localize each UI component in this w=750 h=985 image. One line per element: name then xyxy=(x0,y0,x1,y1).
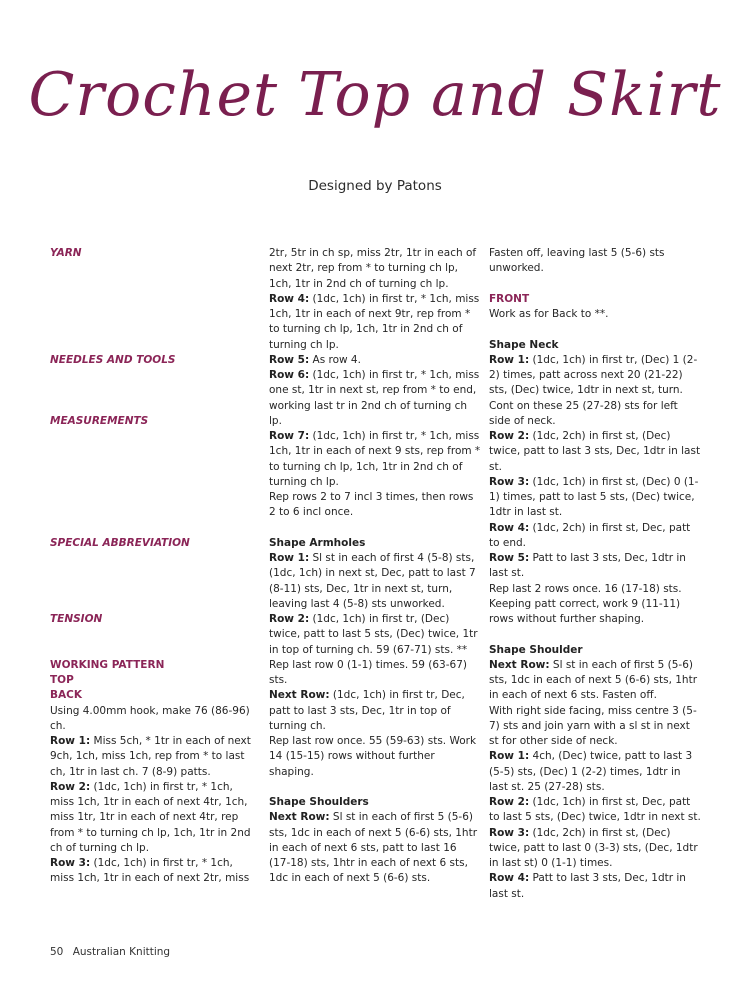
instruction-paragraph: Cont on these 25 (27-28) sts for left side of neck. xyxy=(489,399,678,427)
instruction-paragraph: Fasten off, leaving last 5 (5-6) sts unworked. xyxy=(489,247,665,275)
row-label: Next Row: xyxy=(269,689,330,702)
row-instruction xyxy=(489,551,701,582)
row-label: Row 3: xyxy=(50,857,91,869)
row-label: Row 2: xyxy=(50,780,91,793)
instruction-paragraph: 2tr, 5tr in ch sp, miss 2tr, 1tr in each of next 2tr, rep from * to turning ch lp, 1ch, 1tr in 2nd ch of turning ch lp. xyxy=(269,247,477,290)
page-title: Crochet Top and Skirt xyxy=(28,60,722,130)
row-instruction xyxy=(50,856,255,887)
row-label: Row 1: xyxy=(489,353,530,366)
row-label: Next Row: xyxy=(489,658,550,671)
row-label: Row 3: xyxy=(489,826,530,839)
row-instruction xyxy=(489,795,701,826)
column-right xyxy=(489,246,701,902)
row-label: Row 3: xyxy=(489,475,530,488)
heading-tension: TENSION xyxy=(50,613,103,625)
row-label: Row 5: xyxy=(269,353,310,366)
row-instruction xyxy=(50,734,255,780)
row-instruction xyxy=(269,551,481,612)
row-text: (1dc, 2ch) in first st, (Dec) twice, patt to last 3 sts, Dec, 1dtr in last st. xyxy=(489,430,701,473)
row-text: (1dc, 1ch) in first tr, Dec, patt to last 3 sts, Dec, 1tr in top of turning ch. xyxy=(269,689,465,732)
row-label: Row 1: xyxy=(269,552,310,564)
heading-needles-and-tools: NEEDLES AND TOOLS xyxy=(50,353,176,366)
heading-top: TOP xyxy=(50,674,74,686)
row-instruction xyxy=(269,612,481,658)
heading-front: FRONT xyxy=(489,292,530,305)
heading-yarn: YARN xyxy=(50,247,82,259)
instruction-paragraph: Rep last row once. 55 (59-63) sts. Work 14 (15-15) rows without further shaping. xyxy=(269,735,477,778)
instruction-paragraph: Rep last row 0 (1-1) times. 59 (63-67) sts. xyxy=(269,658,467,686)
instruction-paragraph: Rep rows 2 to 7 incl 3 times, then rows 2 to 6 incl once. xyxy=(269,491,474,519)
row-text: Sl st in each of first 5 (5-6) sts, 1dc in each of next 5 (6-6) sts, 1htr in each of next 6 sts, patt to last 16 (17-18) sts, 1htr in each of next 6 sts, 1dc in each of next 5 (6-6) sts. xyxy=(269,811,478,885)
heading-measurements: MEASUREMENTS xyxy=(50,414,149,427)
heading-shape-shoulders: Shape Shoulders xyxy=(269,796,369,808)
row-text: (1dc, 1ch) in first tr, * 1ch, miss 1ch, 1tr in each of next 9 sts, rep from * to turning ch lp, 1ch, 1tr in 2nd ch of turning ch lp. xyxy=(269,430,481,488)
designer-credit: Designed by Patons xyxy=(308,178,442,194)
row-instruction xyxy=(489,749,701,795)
row-text: Sl st in each of first 5 (5-6) sts, 1dc in each of next 5 (6-6) sts, 1htr in each of next 6 sts. Fasten off. xyxy=(489,658,698,702)
row-text: 4ch, (Dec) twice, patt to last 3 (5-5) sts, (Dec) 1 (2-2) times, 1dtr in last st. 25 (27-28) sts. xyxy=(489,750,693,793)
row-instruction xyxy=(269,810,481,886)
row-text: Sl st in each of first 4 (5-8) sts, (1dc, 1ch) in next st, Dec, patt to last 7 (8-11) sts, Dec, 1tr in next st, turn, leaving last 4 (5-8) sts unworked. xyxy=(269,552,476,610)
page-footer xyxy=(50,946,170,958)
row-text: (1dc, 1ch) in first st, (Dec) 0 (1-1) times, patt to last 5 sts, (Dec) twice, 1dtr in last st. xyxy=(489,475,699,519)
instruction-paragraph: With right side facing, miss centre 3 (5-7) sts and join yarn with a sl st in next st for other side of neck. xyxy=(489,704,697,747)
row-instruction xyxy=(269,353,481,368)
row-label: Row 2: xyxy=(489,430,530,442)
instruction-paragraph: Rep last 2 rows once. 16 (17-18) sts. Keeping patt correct, work 9 (11-11) rows without further shaping. xyxy=(489,582,682,625)
row-text: (1dc, 1ch) in first tr, * 1ch, miss 1ch, 1tr in each of next 2tr, miss xyxy=(50,857,250,885)
row-label: Next Row: xyxy=(269,811,330,824)
row-label: Row 4: xyxy=(269,292,310,305)
row-label: Row 1: xyxy=(489,750,530,763)
row-text: (1dc, 2ch) in first st, Dec, patt to end. xyxy=(489,521,691,549)
row-instruction xyxy=(489,826,701,872)
row-label: Row 2: xyxy=(489,796,530,808)
instruction-paragraph: Using 4.00mm hook, make 76 (86-96) ch. xyxy=(50,704,250,732)
heading-back: BACK xyxy=(50,689,82,702)
row-label: Row 5: xyxy=(489,552,530,564)
row-instruction xyxy=(269,292,481,353)
row-text: (1dc, 1ch) in first tr, * 1ch, miss one st, 1tr in next st, rep from * to end, working last tr in 2nd ch of turning ch lp. xyxy=(269,369,480,427)
heading-special-abbreviation: SPECIAL ABBREVIATION xyxy=(50,536,190,549)
row-instruction xyxy=(489,475,701,521)
row-instruction xyxy=(489,429,701,475)
heading-working-pattern: WORKING PATTERN xyxy=(50,658,165,671)
row-text: (1dc, 1ch) in first st, Dec, patt to last 5 sts, (Dec) twice, 1dtr in next st. xyxy=(489,796,701,824)
heading-shape-armholes: Shape Armholes xyxy=(269,536,366,549)
row-text: (1dc, 1ch) in first tr, (Dec) 1 (2-2) times, patt across next 20 (21-22) sts, (Dec) twice, 1dtr in next st, turn. xyxy=(489,353,698,397)
row-instruction xyxy=(489,658,701,704)
row-text: (1dc, 1ch) in first tr, (Dec) twice, patt to last 5 sts, (Dec) twice, 1tr in top of turning ch. 59 (67-71) sts. ** xyxy=(269,613,478,656)
row-instruction xyxy=(269,688,481,734)
row-instruction xyxy=(489,871,701,902)
row-text: (1dc, 1ch) in first tr, * 1ch, miss 1ch, 1tr in each of next 9tr, rep from * to turning ch lp, 1ch, 1tr in 2nd ch of turning ch lp. xyxy=(269,292,480,351)
row-instruction xyxy=(269,368,481,429)
row-label: Row 7: xyxy=(269,430,310,442)
row-instruction xyxy=(489,353,701,399)
row-label: Row 1: xyxy=(50,735,91,747)
instruction-paragraph: Work as for Back to **. xyxy=(489,308,609,320)
row-label: Row 4: xyxy=(489,521,530,534)
column-middle xyxy=(269,246,481,887)
row-label: Row 2: xyxy=(269,613,310,625)
magazine-name: Australian Knitting xyxy=(72,946,171,958)
row-instruction xyxy=(489,521,701,552)
row-instruction xyxy=(50,780,255,856)
row-label: Row 4: xyxy=(489,872,530,885)
heading-shape-neck: Shape Neck xyxy=(489,338,559,351)
row-text: Patt to last 3 sts, Dec, 1dtr in last st. xyxy=(489,872,686,900)
row-text: (1dc, 2ch) in first st, (Dec) twice, patt to last 0 (3-3) sts, (Dec, 1dtr in last st) 0 (1-1) times. xyxy=(489,826,698,869)
row-instruction xyxy=(269,429,481,490)
row-label: Row 6: xyxy=(269,369,310,381)
row-text: As row 4. xyxy=(309,353,361,366)
heading-shape-shoulder: Shape Shoulder xyxy=(489,643,583,656)
column-left xyxy=(50,246,255,887)
row-text: Patt to last 3 sts, Dec, 1dtr in last st. xyxy=(489,552,686,580)
page-number: 50 xyxy=(50,946,64,958)
row-text: (1dc, 1ch) in first tr, * 1ch, miss 1ch, 1tr in each of next 4tr, 1ch, miss 1tr, 1tr in each of next 4tr, rep from * to turning ch lp, 1ch, 1tr in 2nd ch of turning ch lp. xyxy=(50,780,251,854)
row-text: Miss 5ch, * 1tr in each of next 9ch, 1ch, miss 1ch, rep from * to last ch, 1tr in last ch. 7 (8-9) patts. xyxy=(50,735,251,778)
